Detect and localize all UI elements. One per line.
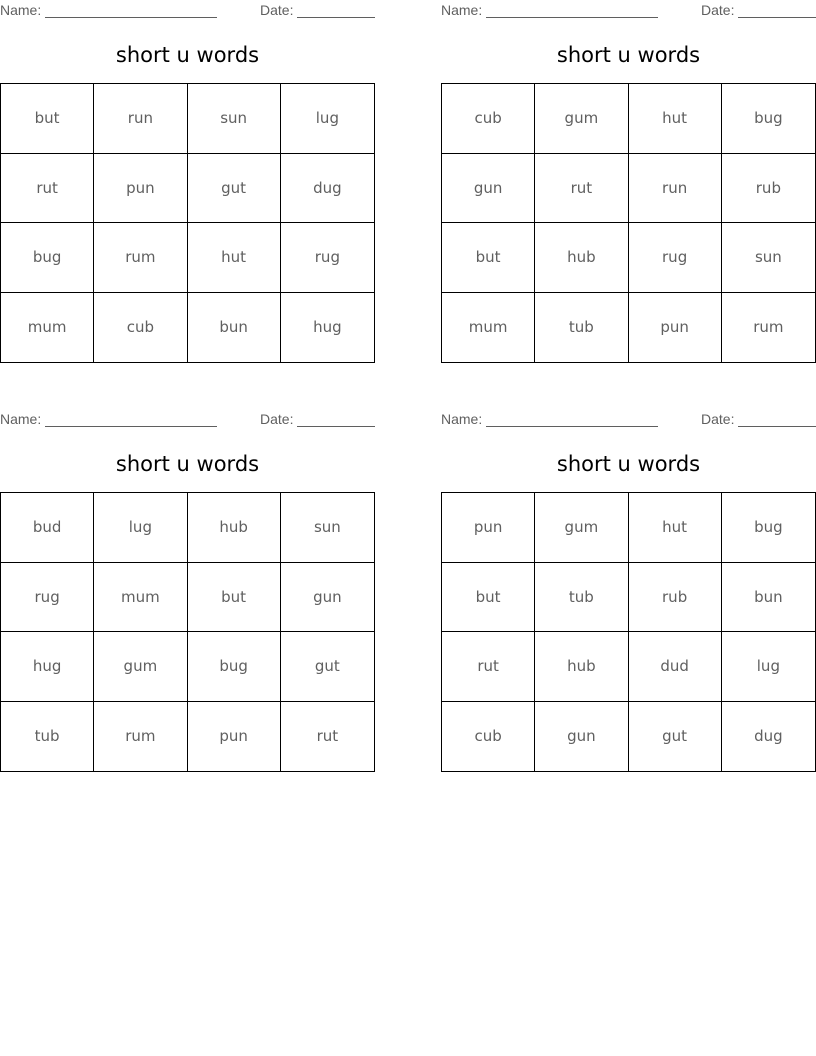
word-cell: dud: [629, 632, 722, 702]
word-cell: mum: [442, 293, 535, 363]
date-label: Date:: [701, 411, 735, 427]
word-cell: dug: [281, 154, 374, 224]
word-cell: rum: [94, 223, 187, 293]
word-cell: gum: [94, 632, 187, 702]
word-cell: cub: [442, 84, 535, 154]
word-cell: lug: [94, 493, 187, 563]
word-grid: [441, 83, 816, 363]
name-label: Name:: [0, 2, 42, 18]
word-cell: rut: [442, 632, 535, 702]
card-title: short u words: [115, 452, 260, 476]
name-date-header: [441, 2, 816, 20]
word-grid: [0, 83, 375, 363]
name-blank: [486, 17, 658, 18]
word-cell: tub: [1, 702, 94, 772]
word-cell: rub: [629, 563, 722, 633]
word-cell: hub: [535, 632, 628, 702]
name-label: Name:: [441, 2, 483, 18]
word-cell: tub: [535, 563, 628, 633]
word-cell: cub: [442, 702, 535, 772]
card-title: short u words: [556, 452, 701, 476]
word-cell: sun: [188, 84, 281, 154]
date-label: Date:: [260, 411, 294, 427]
word-cell: rut: [316, 727, 339, 746]
word-cell: gut: [629, 702, 722, 772]
word-cell: but: [442, 563, 535, 633]
word-cell: gut: [188, 154, 281, 224]
word-cell: rum: [94, 702, 187, 772]
word-cell: rum: [753, 318, 784, 337]
word-cell: lug: [722, 632, 815, 702]
date-blank: [738, 426, 816, 427]
word-cell: sun: [722, 223, 815, 293]
word-cell: pun: [629, 293, 722, 363]
word-cell: but: [442, 223, 535, 293]
word-cell: hut: [629, 493, 722, 563]
date-label: Date:: [701, 2, 735, 18]
word-cell: rug: [629, 223, 722, 293]
word-cell: bug: [1, 223, 94, 293]
word-cell: mum: [1, 293, 94, 363]
date-blank: [297, 426, 375, 427]
date-label: Date:: [260, 2, 294, 18]
bingo-card-top-left: [0, 0, 375, 364]
bingo-card-bottom-right: [441, 409, 816, 773]
name-blank: [486, 426, 658, 427]
word-cell: pun: [94, 154, 187, 224]
name-blank: [45, 426, 217, 427]
word-cell: rut: [1, 154, 94, 224]
word-cell: gun: [281, 563, 374, 633]
word-cell: bug: [722, 493, 815, 563]
word-cell: hut: [629, 84, 722, 154]
word-cell: rug: [1, 563, 94, 633]
bingo-card-bottom-left: [0, 409, 375, 773]
word-cell: dug: [754, 727, 783, 746]
word-cell: rut: [535, 154, 628, 224]
name-label: Name:: [0, 411, 42, 427]
word-cell: cub: [94, 293, 187, 363]
word-cell: hub: [535, 223, 628, 293]
word-cell: gum: [535, 84, 628, 154]
word-cell: run: [94, 84, 187, 154]
word-cell: gun: [442, 154, 535, 224]
bingo-card-top-right: [441, 0, 816, 364]
word-cell: pun: [188, 702, 281, 772]
name-date-header: [0, 2, 375, 20]
word-cell: but: [1, 84, 94, 154]
word-cell: bun: [722, 563, 815, 633]
date-blank: [297, 17, 375, 18]
word-grid: [441, 492, 816, 772]
word-cell: bug: [722, 84, 815, 154]
date-blank: [738, 17, 816, 18]
word-cell: gum: [535, 493, 628, 563]
name-label: Name:: [441, 411, 483, 427]
word-cell: mum: [94, 563, 187, 633]
name-date-header: [0, 411, 375, 429]
word-cell: bud: [1, 493, 94, 563]
name-date-header: [441, 411, 816, 429]
word-cell: rug: [281, 223, 374, 293]
word-cell: tub: [535, 293, 628, 363]
word-cell: but: [188, 563, 281, 633]
word-grid: [0, 492, 375, 772]
word-cell: gun: [535, 702, 628, 772]
name-blank: [45, 17, 217, 18]
word-cell: hug: [313, 318, 342, 337]
card-title: short u words: [556, 43, 701, 67]
word-cell: gut: [281, 632, 374, 702]
word-cell: hut: [188, 223, 281, 293]
word-cell: hug: [1, 632, 94, 702]
card-title: short u words: [115, 43, 260, 67]
word-cell: rub: [722, 154, 815, 224]
word-cell: bug: [188, 632, 281, 702]
word-cell: sun: [281, 493, 374, 563]
word-cell: lug: [281, 84, 374, 154]
word-cell: bun: [188, 293, 281, 363]
word-cell: run: [629, 154, 722, 224]
word-cell: pun: [442, 493, 535, 563]
word-cell: hub: [188, 493, 281, 563]
